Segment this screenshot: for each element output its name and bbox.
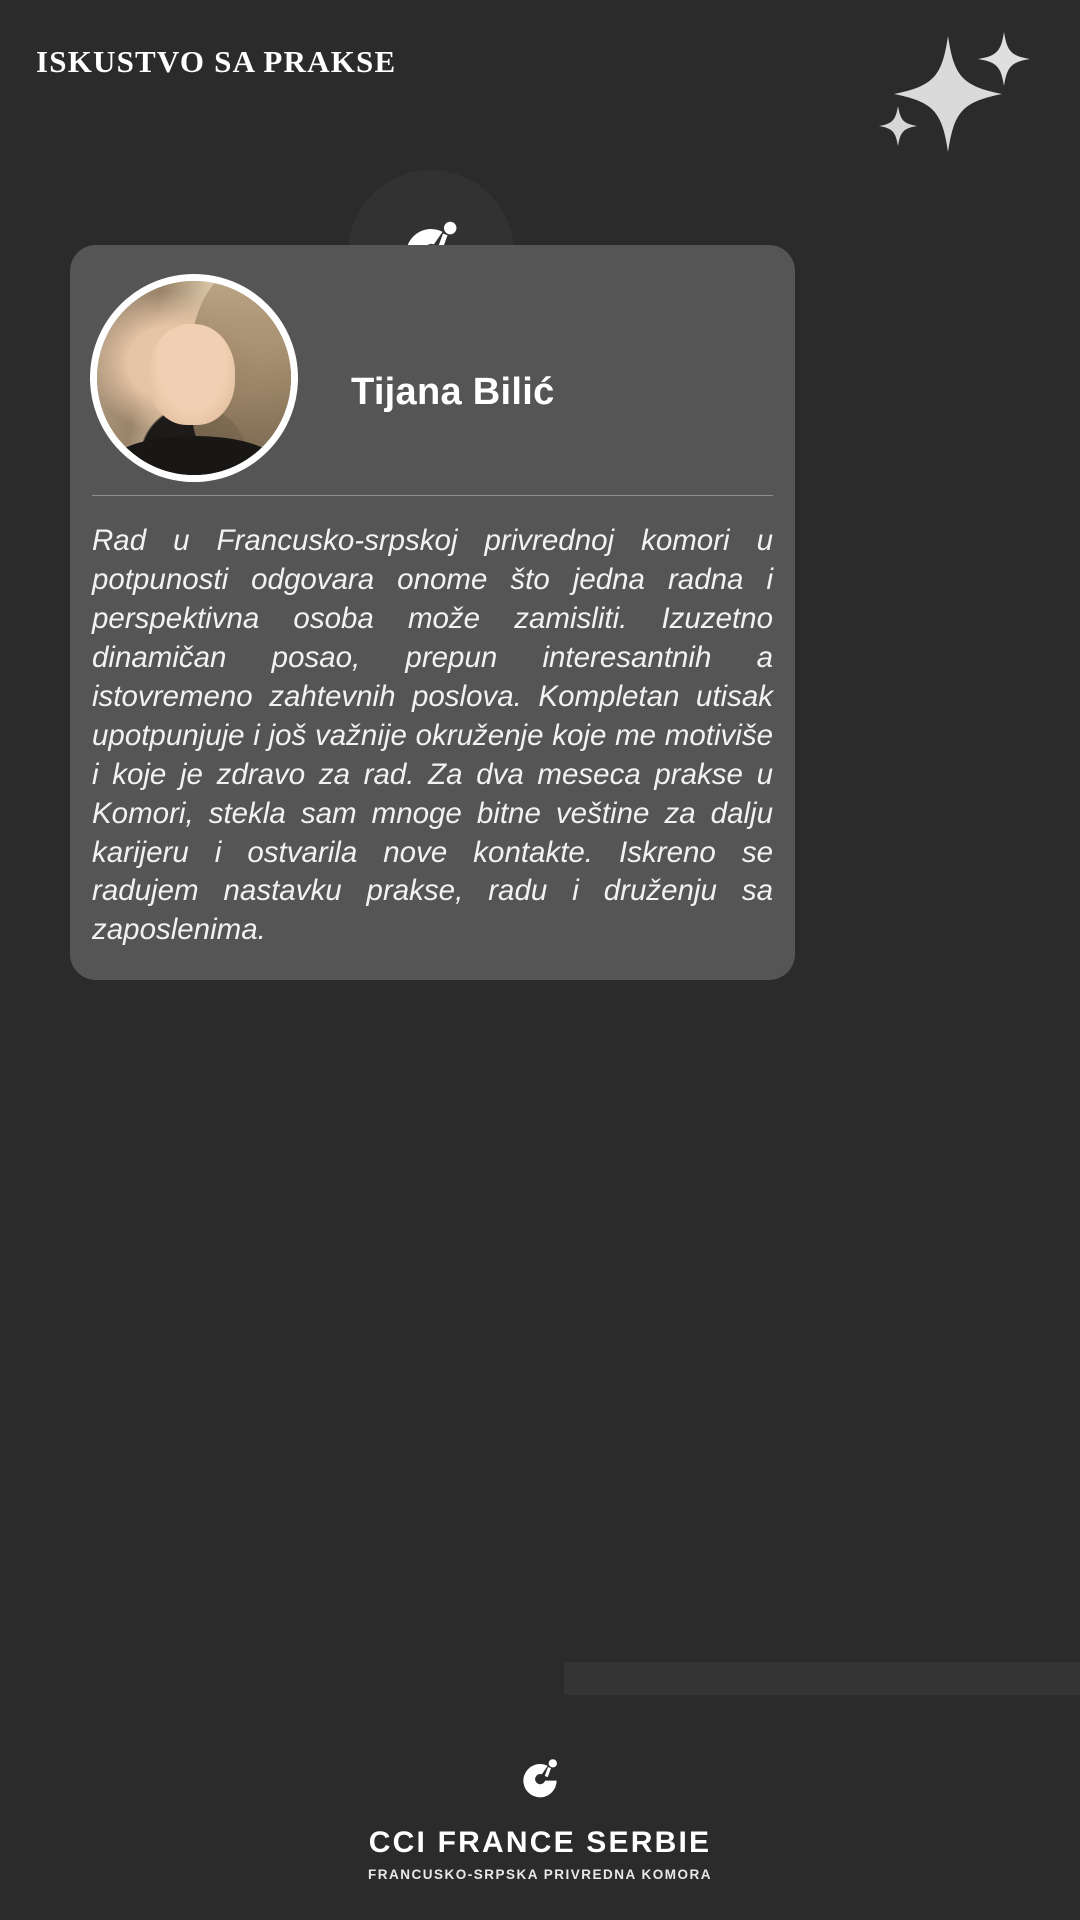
- avatar-shoulder: [113, 436, 276, 482]
- card-header: [70, 245, 795, 495]
- testimonial-quote: Rad u Francusko-srpskoj privrednoj komori u potpunosti odgovara onome što jedna radna i perspektivna osoba može zamisliti. Izuzetno dinamičan posao, prepun interesantnih a istovremeno zahtevnih poslova. Kompletan utisak upotpunjuje i još važnije okruženje koje me motiviše i koje je zdravo za rad. Za dva meseca prakse u Komori, stekla sam mnoge bitne veštine za dalju karijeru i ostvarila nove kontakte. Iskreno se radujem nastavku prakse, radu i druženju sa zaposlenima.: [92, 524, 773, 947]
- avatar: [90, 274, 298, 482]
- sparkle-icon: [876, 20, 1066, 160]
- footer-brand: CCI FRANCE SERBIE: [368, 1826, 712, 1859]
- footer-subtitle: FRANCUSKO-SRPSKA PRIVREDNA KOMORA: [367, 1867, 712, 1882]
- avatar-face: [149, 324, 234, 425]
- avatar-photo: [97, 281, 291, 475]
- cci-logo-icon: [508, 1748, 572, 1812]
- decorative-bar: [564, 1662, 1080, 1695]
- page-title: ISKUSTVO SA PRAKSE: [36, 44, 397, 79]
- footer: [0, 1748, 1080, 1882]
- person-name: Tijana Bilić: [351, 371, 555, 413]
- footer-logo: [0, 1748, 1080, 1812]
- testimonial-card: [70, 245, 795, 980]
